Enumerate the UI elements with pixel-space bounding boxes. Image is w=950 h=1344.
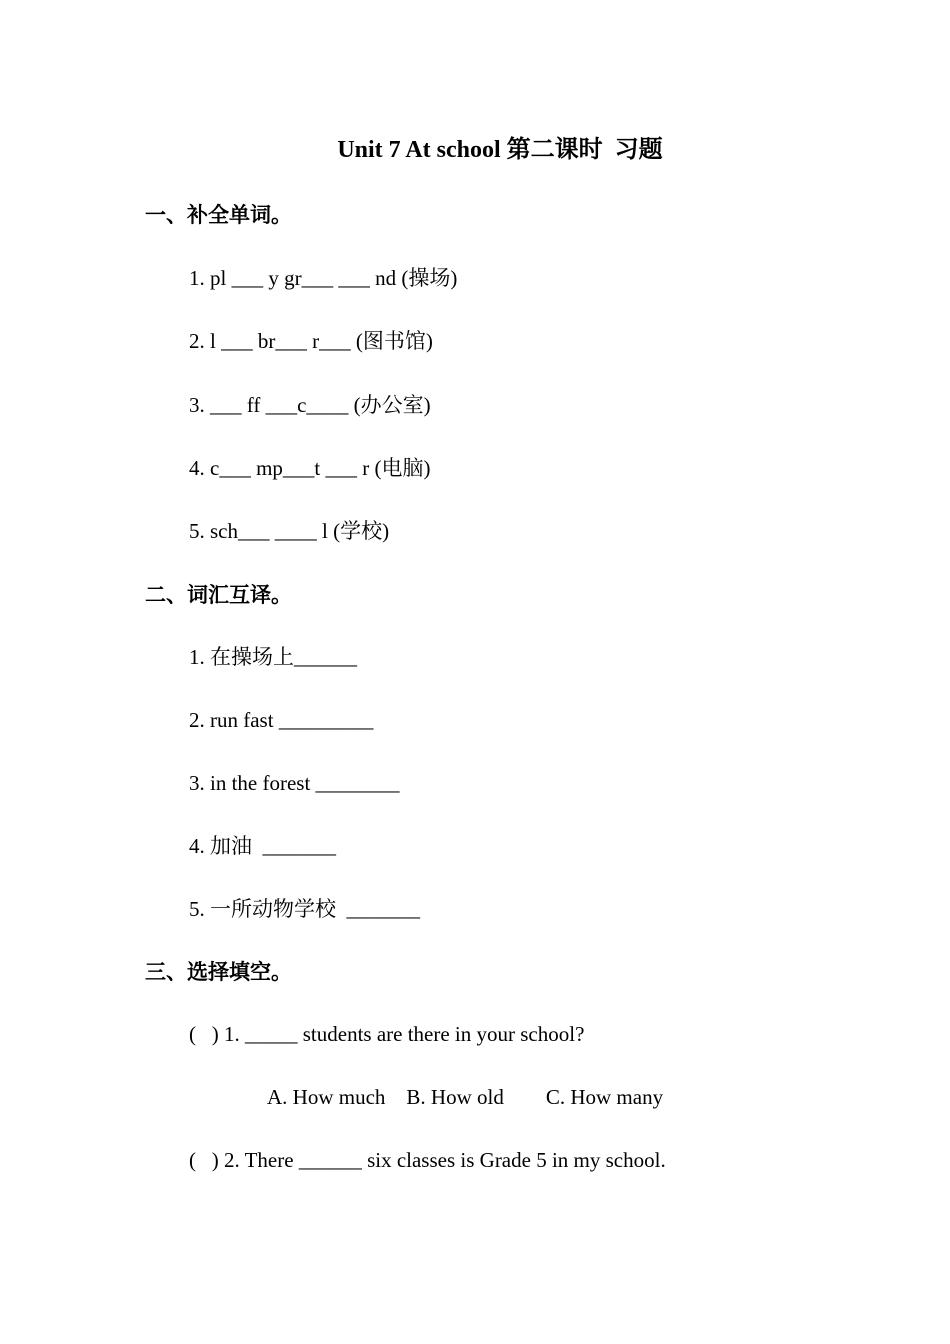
page-title: Unit 7 At school 第二课时 习题 bbox=[337, 137, 663, 163]
section-1-item-2: 2. l ___ br___ r___ (图书馆) bbox=[189, 329, 433, 353]
section-2-item-2: 2. run fast _________ bbox=[189, 708, 374, 732]
section-1-item-3: 3. ___ ff ___c____ (办公室) bbox=[189, 393, 431, 417]
section-1-item-4: 4. c___ mp___t ___ r (电脑) bbox=[189, 456, 431, 480]
section-3-question-1: ( ) 1. _____ students are there in your school? bbox=[189, 1022, 585, 1046]
section-2-item-4: 4. 加油 _______ bbox=[189, 834, 336, 858]
section-3-question-2: ( ) 2. There ______ six classes is Grade 5 in my school. bbox=[189, 1148, 666, 1172]
section-3-question-1-options: A. How much B. How old C. How many bbox=[267, 1085, 664, 1109]
section-2-heading: 二、词汇互译。 bbox=[145, 583, 292, 607]
section-1-heading: 一、补全单词。 bbox=[145, 203, 292, 227]
section-2-item-5: 5. 一所动物学校 _______ bbox=[189, 897, 420, 921]
section-1-item-1: 1. pl ___ y gr___ ___ nd (操场) bbox=[189, 266, 458, 290]
section-3-heading: 三、选择填空。 bbox=[145, 960, 292, 984]
section-2-item-3: 3. in the forest ________ bbox=[189, 771, 400, 795]
section-2-item-1: 1. 在操场上______ bbox=[189, 645, 357, 669]
section-1-item-5: 5. sch___ ____ l (学校) bbox=[189, 519, 390, 543]
